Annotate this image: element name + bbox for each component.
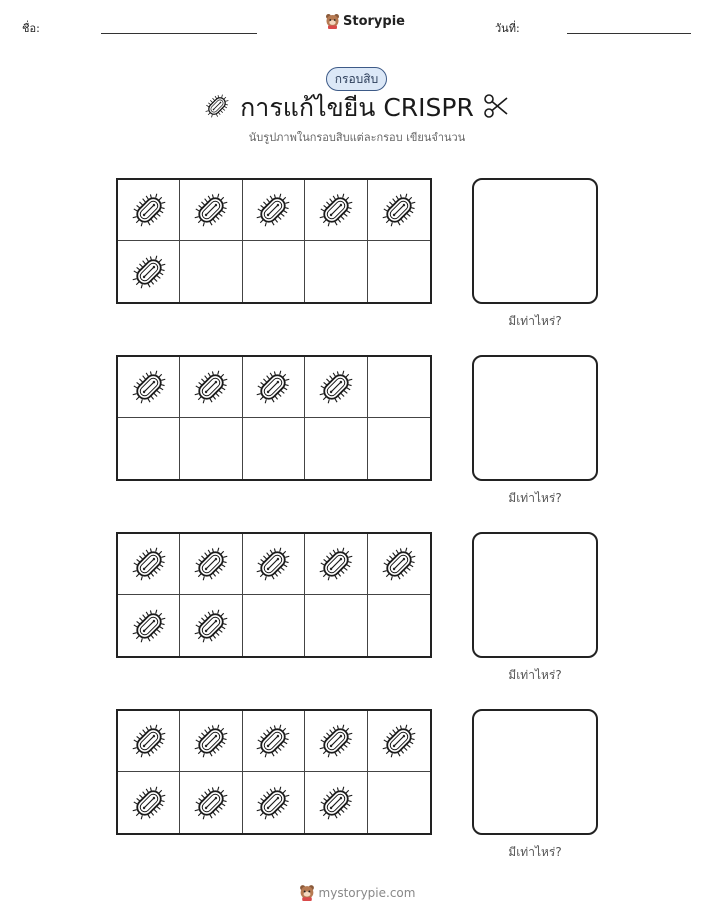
answer-box[interactable] — [472, 709, 598, 835]
ten-frame-cell — [243, 595, 305, 656]
brand-logo — [325, 13, 405, 29]
ten-frame-cell — [243, 418, 305, 479]
bacteria-icon — [253, 721, 293, 761]
bacteria-icon — [191, 606, 231, 646]
scissors-icon — [482, 92, 510, 120]
bacteria-icon — [129, 367, 169, 407]
ten-frame-cell — [180, 595, 242, 656]
bacteria-icon — [253, 367, 293, 407]
ten-frame-cell — [305, 772, 367, 833]
bacteria-icon — [316, 721, 356, 761]
ten-frame-cell — [180, 180, 242, 241]
ten-frame-cell — [243, 534, 305, 595]
bacteria-icon — [129, 190, 169, 230]
bacteria-icon — [379, 544, 419, 584]
ten-frame-cell — [118, 534, 180, 595]
ten-frame-cell — [180, 418, 242, 479]
ten-frame-cell — [118, 711, 180, 772]
ten-frame-cell — [368, 418, 430, 479]
date-write-line[interactable] — [567, 33, 691, 34]
ten-frame-cell — [243, 711, 305, 772]
ten-frame-cell — [368, 180, 430, 241]
ten-frame-cell — [305, 595, 367, 656]
answer-box[interactable] — [472, 178, 598, 304]
bacteria-icon — [316, 367, 356, 407]
ten-frame-cell — [180, 711, 242, 772]
page-title: การแก้ไขยีน CRISPR — [240, 93, 474, 122]
ten-frame-cell — [243, 241, 305, 302]
ten-frame-cell — [180, 357, 242, 418]
ten-frame-cell — [180, 534, 242, 595]
bacteria-icon — [191, 544, 231, 584]
ten-frame-cell — [305, 418, 367, 479]
name-label: ชื่อ: — [22, 22, 40, 35]
ten-frame-cell — [243, 772, 305, 833]
ten-frame-cell — [118, 241, 180, 302]
ten-frame-cell — [180, 241, 242, 302]
ten-frame-badge: กรอบสิบ — [326, 67, 387, 91]
bacteria-icon — [379, 190, 419, 230]
bacteria-icon — [129, 544, 169, 584]
ten-frame-cell — [118, 418, 180, 479]
ten-frame — [116, 178, 432, 304]
ten-frame-cell — [368, 534, 430, 595]
ten-frame-cell — [180, 772, 242, 833]
bacteria-icon — [129, 783, 169, 823]
storypie-mascot-icon — [299, 884, 315, 901]
bacteria-icon — [316, 544, 356, 584]
ten-frame-cell — [368, 595, 430, 656]
brand-name: Storypie — [343, 13, 405, 29]
answer-box[interactable] — [472, 355, 598, 481]
footer-url[interactable]: mystorypie.com — [318, 885, 416, 900]
question-label: มีเท่าไหร่? — [508, 845, 562, 859]
ten-frame-cell — [305, 357, 367, 418]
ten-frame-cell — [368, 772, 430, 833]
bacteria-icon — [316, 783, 356, 823]
question-label: มีเท่าไหร่? — [508, 314, 562, 328]
bacteria-icon — [129, 721, 169, 761]
bacteria-icon — [191, 721, 231, 761]
ten-frame-cell — [368, 241, 430, 302]
answer-box[interactable] — [472, 532, 598, 658]
ten-frame-cell — [243, 180, 305, 241]
ten-frame-cell — [118, 595, 180, 656]
ten-frame-cell — [305, 711, 367, 772]
question-label: มีเท่าไหร่? — [508, 491, 562, 505]
ten-frame — [116, 709, 432, 835]
ten-frame — [116, 532, 432, 658]
bacteria-icon — [129, 606, 169, 646]
bacteria-icon — [191, 367, 231, 407]
bacteria-icon — [191, 190, 231, 230]
instructions: นับรูปภาพในกรอบสิบแต่ละกรอบ เขียนจำนวน — [248, 131, 466, 144]
ten-frame-cell — [305, 534, 367, 595]
ten-frame-cell — [305, 180, 367, 241]
bacteria-icon — [253, 544, 293, 584]
bacteria-icon — [253, 190, 293, 230]
ten-frame-cell — [368, 357, 430, 418]
ten-frame-cell — [118, 180, 180, 241]
storypie-mascot-icon — [325, 13, 340, 29]
ten-frame-cell — [118, 772, 180, 833]
ten-frame-cell — [368, 711, 430, 772]
bacteria-icon — [379, 721, 419, 761]
date-label: วันที่: — [495, 22, 520, 35]
bacteria-icon — [191, 783, 231, 823]
bacteria-icon — [129, 252, 169, 292]
bacteria-icon — [253, 783, 293, 823]
name-write-line[interactable] — [101, 33, 257, 34]
ten-frame — [116, 355, 432, 481]
bacteria-icon — [316, 190, 356, 230]
question-label: มีเท่าไหร่? — [508, 668, 562, 682]
ten-frame-cell — [305, 241, 367, 302]
ten-frame-cell — [118, 357, 180, 418]
ten-frame-cell — [243, 357, 305, 418]
footer — [0, 884, 714, 901]
